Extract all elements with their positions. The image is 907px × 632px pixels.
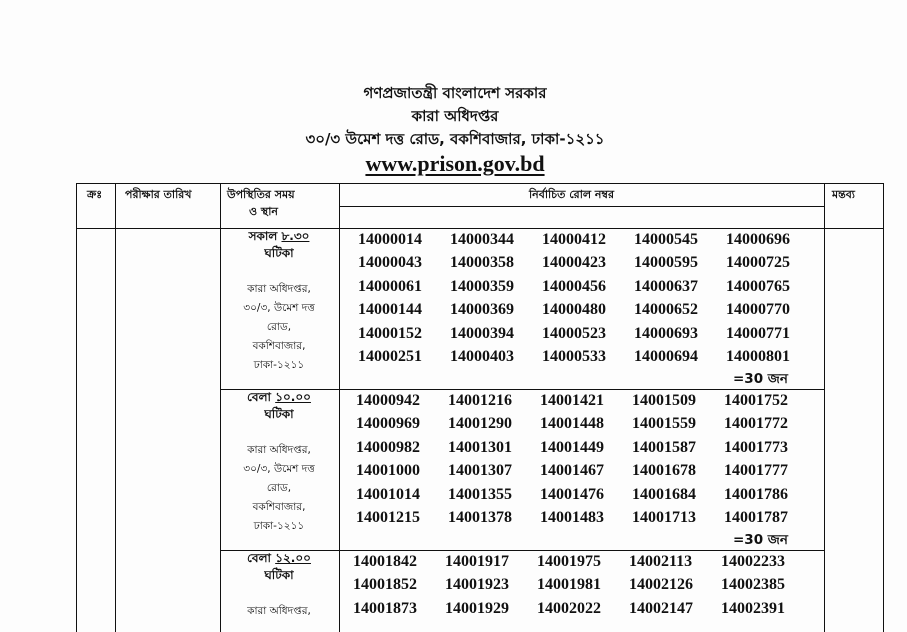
roll-number: 14002022 <box>537 599 601 617</box>
roll-number: 14000251 <box>358 348 422 366</box>
col-header-roll: নির্বাচিত রোল নম্বর <box>529 188 615 201</box>
roll-number: 14002126 <box>629 576 693 594</box>
col-header-remarks: মন্তব্য <box>832 188 856 201</box>
roll-number: 14001975 <box>537 552 601 570</box>
roll-number: 14000637 <box>634 277 698 295</box>
office-address: ৩০/৩ উমেশ দত্ত রোড, বকশিবাজার, ঢাকা-১২১১ <box>305 130 605 148</box>
roll-number: 14000725 <box>726 254 790 272</box>
roll-row <box>358 346 828 370</box>
col-divider <box>339 184 340 632</box>
roll-number: 14001929 <box>445 599 509 617</box>
roll-number: 14001684 <box>632 485 696 503</box>
roll-number: 14000423 <box>542 254 606 272</box>
roll-number: 14001449 <box>540 438 604 456</box>
roll-header-divider <box>339 206 824 207</box>
roll-number: 14001752 <box>724 391 788 409</box>
roll-number: 14002233 <box>721 552 785 570</box>
session-1-time-place <box>224 228 334 375</box>
roll-number: 14001290 <box>448 415 512 433</box>
col-divider <box>220 184 221 632</box>
roll-row <box>356 436 826 460</box>
session-3-rolls <box>353 550 823 621</box>
roll-number: 14000152 <box>358 324 422 342</box>
roll-number: 14001873 <box>353 599 417 617</box>
roll-number: 14000545 <box>634 230 698 248</box>
roll-number: 14001307 <box>448 462 512 480</box>
roll-number: 14000014 <box>358 230 422 248</box>
website-link[interactable]: www.prison.gov.bd <box>365 151 545 176</box>
roll-number: 14001476 <box>540 485 604 503</box>
roll-number: 14000523 <box>542 324 606 342</box>
session-1-time: সকাল ৮.৩০ <box>248 229 310 243</box>
roll-number: 14001355 <box>448 485 512 503</box>
roll-number: 14000359 <box>450 277 514 295</box>
roll-number: 14000982 <box>356 438 420 456</box>
roll-row <box>358 299 828 323</box>
roll-row <box>358 322 828 346</box>
letterhead <box>200 82 710 177</box>
roll-row <box>356 483 826 507</box>
roll-number: 14001000 <box>356 462 420 480</box>
col-header-time: উপস্থিতির সময় <box>227 188 295 201</box>
roll-row <box>353 550 823 574</box>
roll-number: 14001923 <box>445 576 509 594</box>
roll-number: 14001587 <box>632 438 696 456</box>
roll-number: 14001842 <box>353 552 417 570</box>
session-3-place: কারা অধিদপ্তর, <box>247 605 311 617</box>
col-header-exam-date: পরীক্ষার তারিখ <box>125 188 192 201</box>
session-2-rolls <box>356 389 826 530</box>
roll-number: 14000771 <box>726 324 790 342</box>
roll-number: 14001448 <box>540 415 604 433</box>
roll-number: 14000693 <box>634 324 698 342</box>
session-1-total: =30 জন <box>733 371 788 387</box>
roll-row <box>356 507 826 531</box>
roll-number: 14000344 <box>450 230 514 248</box>
roll-number: 14001467 <box>540 462 604 480</box>
roll-number: 14000595 <box>634 254 698 272</box>
roll-row <box>353 574 823 598</box>
roll-number: 14000969 <box>356 415 420 433</box>
roll-number: 14000403 <box>450 348 514 366</box>
roll-number: 14001421 <box>540 391 604 409</box>
roll-number: 14000652 <box>634 301 698 319</box>
session-2-time: বেলা ১০.০০ <box>247 390 311 404</box>
roll-number: 14002385 <box>721 576 785 594</box>
roll-number: 14002147 <box>629 599 693 617</box>
roll-number: 14000358 <box>450 254 514 272</box>
roll-number: 14001378 <box>448 509 512 527</box>
session-3-time: বেলা ১২.০০ <box>247 551 311 565</box>
session-2-unit: ঘটিকা <box>264 407 294 421</box>
roll-number: 14001509 <box>632 391 696 409</box>
session-2-place: কারা অধিদপ্তর, ৩০/৩, উমেশ দত্ত রোড, বকশিবাজার, ঢাকা-১২১১ <box>243 444 315 532</box>
roll-number: 14001713 <box>632 509 696 527</box>
roll-number: 14000456 <box>542 277 606 295</box>
session-3-unit: ঘটিকা <box>264 568 294 582</box>
roll-number: 14000801 <box>726 348 790 366</box>
session-1-unit: ঘটিকা <box>264 246 294 260</box>
roll-row <box>358 228 828 252</box>
roll-number: 14001215 <box>356 509 420 527</box>
session-2-time-place <box>224 389 334 536</box>
roll-number: 14001786 <box>724 485 788 503</box>
roll-number: 14001678 <box>632 462 696 480</box>
col-divider <box>115 184 116 632</box>
roll-number-table <box>76 183 884 632</box>
session-3-time-place <box>224 550 334 621</box>
roll-row <box>353 597 823 621</box>
roll-number: 14000061 <box>358 277 422 295</box>
roll-number: 14001301 <box>448 438 512 456</box>
roll-number: 14001559 <box>632 415 696 433</box>
roll-number: 14000144 <box>358 301 422 319</box>
roll-number: 14001773 <box>724 438 788 456</box>
session-1-place: কারা অধিদপ্তর, ৩০/৩, উমেশ দত্ত রোড, বকশিবাজার, ঢাকা-১২১১ <box>243 283 315 371</box>
roll-row <box>358 275 828 299</box>
roll-number: 14001787 <box>724 509 788 527</box>
roll-number: 14000942 <box>356 391 420 409</box>
roll-number: 14000394 <box>450 324 514 342</box>
roll-number: 14002391 <box>721 599 785 617</box>
roll-number: 14001917 <box>445 552 509 570</box>
roll-number: 14001981 <box>537 576 601 594</box>
roll-number: 14000412 <box>542 230 606 248</box>
roll-row <box>356 413 826 437</box>
roll-number: 14001772 <box>724 415 788 433</box>
roll-number: 14000043 <box>358 254 422 272</box>
roll-row <box>356 389 826 413</box>
roll-number: 14000533 <box>542 348 606 366</box>
roll-number: 14000694 <box>634 348 698 366</box>
roll-number: 14002113 <box>629 552 693 570</box>
roll-number: 14001483 <box>540 509 604 527</box>
session-1-rolls <box>358 228 828 369</box>
govt-name: গণপ্রজাতন্ত্রী বাংলাদেশ সরকার <box>363 84 547 102</box>
roll-row <box>356 460 826 484</box>
roll-number: 14001852 <box>353 576 417 594</box>
col-header-place: ও স্থান <box>249 205 278 218</box>
roll-number: 14001014 <box>356 485 420 503</box>
roll-number: 14000696 <box>726 230 790 248</box>
roll-row <box>358 252 828 276</box>
roll-number: 14001216 <box>448 391 512 409</box>
roll-number: 14000765 <box>726 277 790 295</box>
roll-number: 14000369 <box>450 301 514 319</box>
col-header-serial: ক্রঃ <box>87 188 103 201</box>
roll-number: 14001777 <box>724 462 788 480</box>
session-2-total: =30 জন <box>733 532 788 548</box>
department-name: কারা অধিদপ্তর <box>411 107 499 125</box>
roll-number: 14000770 <box>726 301 790 319</box>
roll-number: 14000480 <box>542 301 606 319</box>
